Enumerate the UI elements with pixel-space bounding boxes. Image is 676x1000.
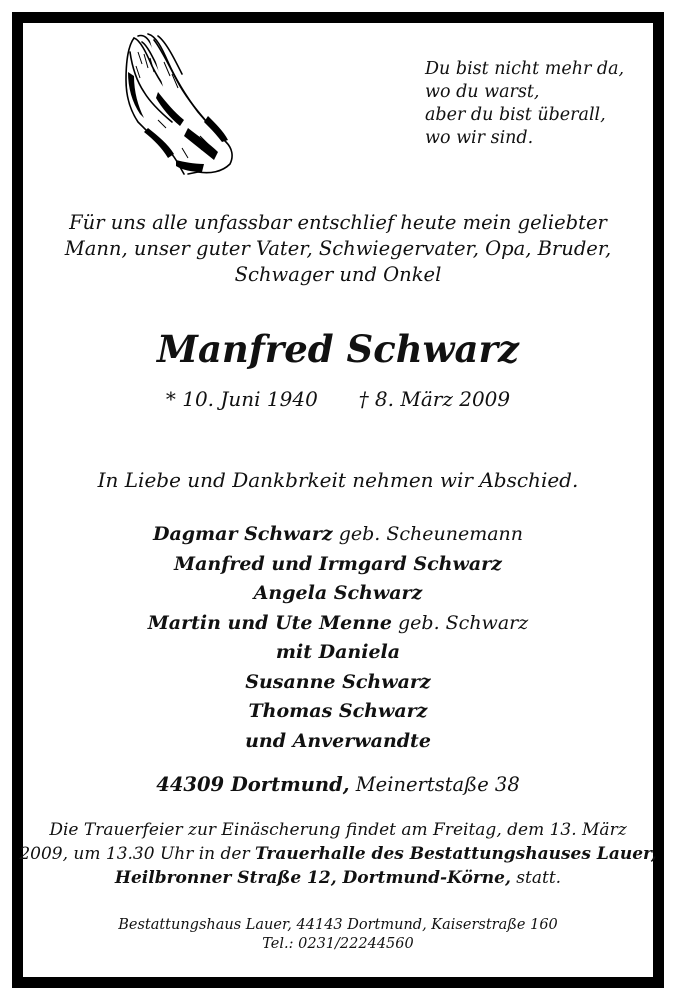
address-street: Meinertstaße 38 bbox=[349, 773, 520, 796]
farewell-text: In Liebe und Dankbrkeit nehmen wir Abschied. bbox=[97, 468, 579, 492]
death-cross-icon: † bbox=[358, 387, 369, 411]
poem-line: wo wir sind. bbox=[425, 128, 534, 148]
family-member: und Anverwandte bbox=[245, 729, 431, 752]
family-member: Thomas Schwarz bbox=[248, 700, 428, 722]
announcement-line: Für uns alle unfassbar entschlief heute mein geliebter bbox=[69, 211, 607, 234]
family-list bbox=[0, 520, 676, 756]
address-city: 44309 Dortmund, bbox=[156, 773, 350, 796]
family-address bbox=[0, 772, 676, 798]
birth-date: 10. Juni 1940 bbox=[182, 387, 318, 411]
death-date: 8. März 2009 bbox=[374, 387, 511, 411]
birth-symbol: * bbox=[165, 387, 176, 411]
poem-line: wo du warst, bbox=[425, 82, 540, 102]
poem-line: Du bist nicht mehr da, bbox=[425, 59, 625, 79]
family-member: Martin und Ute Menne geb. Schwarz bbox=[147, 611, 529, 634]
funeral-home-phone: Tel.: 0231/22244560 bbox=[262, 936, 414, 952]
family-member: Dagmar Schwarz geb. Scheunemann bbox=[152, 523, 524, 545]
announcement-line: Mann, unser guter Vater, Schwiegervater, Opa, Bruder, bbox=[64, 237, 612, 260]
family-member: Susanne Schwarz bbox=[245, 670, 431, 693]
poem-line: aber du bist überall, bbox=[425, 105, 606, 125]
poem-quote bbox=[425, 58, 624, 150]
service-line: Die Trauerfeier zur Einäscherung findet am Freitag, dem 13. März bbox=[49, 820, 627, 840]
announcement-line: Schwager und Onkel bbox=[234, 263, 442, 286]
deceased-name: Manfred Schwarz bbox=[156, 327, 519, 371]
life-dates bbox=[0, 386, 676, 412]
service-line: 2009, um 13.30 Uhr in der Trauerhalle des Bestattungshauses Lauer, bbox=[19, 844, 657, 864]
service-line: Heilbronner Straße 12, Dortmund-Körne, statt. bbox=[114, 868, 562, 888]
service-info bbox=[0, 818, 676, 890]
family-member: Angela Schwarz bbox=[253, 582, 423, 604]
family-member: mit Daniela bbox=[275, 641, 401, 663]
funeral-home-address: Bestattungshaus Lauer, 44143 Dortmund, Kaiserstraße 160 bbox=[118, 917, 558, 933]
funeral-home-info bbox=[0, 916, 676, 954]
announcement-text bbox=[0, 210, 676, 288]
family-member: Manfred und Irmgard Schwarz bbox=[174, 552, 502, 575]
praying-hands-icon bbox=[118, 32, 238, 178]
